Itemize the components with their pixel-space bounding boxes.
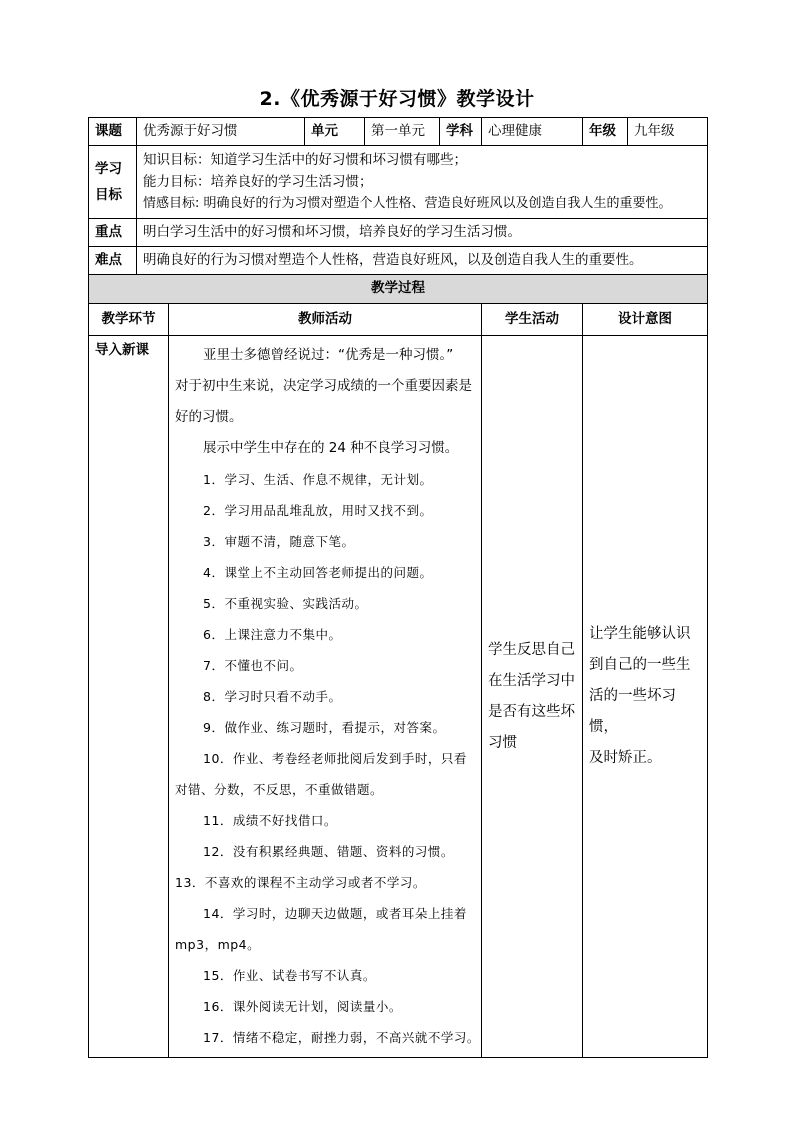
difficulty-row (89, 247, 708, 275)
grade-label: 年级 (583, 118, 628, 146)
unit-value: 第一单元 (365, 118, 440, 146)
student-activity-line: 在生活学习中 (488, 672, 575, 689)
habit-item: 8．学习时只看不动手。 (203, 689, 342, 704)
ability-goal: 能力目标：培养良好的学习生活习惯； (143, 174, 373, 190)
habit-item: 1．学习、生活、作息不规律，无计划。 (203, 472, 433, 487)
design-intent-line: 到自己的一些生 (589, 657, 691, 673)
habit-item: 13．不喜欢的课程不主动学习或者不学习。 (175, 875, 426, 890)
intro-line-3: 好的习惯。 (175, 409, 243, 425)
intro-line-2: 对于初中生来说，决定学习成绩的一个重要因素是 (175, 378, 472, 394)
habit-item: 7．不懂也不问。 (203, 658, 303, 673)
header-teacher: 教师活动 (169, 304, 482, 336)
habit-item-14-line1: 14．学习时，边聊天边做题，或者耳朵上挂着 (203, 906, 467, 921)
intro-line-1: 亚里士多德曾经说过：“优秀是一种习惯。” (203, 347, 454, 363)
teacher-activity (169, 336, 482, 1058)
student-activity (482, 336, 583, 1058)
design-intent-line: 活的一些坏习惯， (589, 688, 676, 735)
habit-item: 2．学习用品乱堆乱放，用时又找不到。 (203, 503, 433, 518)
student-activity-line: 是否有这些坏 (488, 703, 575, 720)
design-intent-line: 让学生能够认识 (589, 626, 691, 642)
intro-row (89, 336, 708, 1058)
habit-item: 16．课外阅读无计划，阅读量小。 (203, 999, 402, 1014)
habit-item-10-line1: 10．作业、考卷经老师批阅后发到手时，只看 (203, 751, 467, 766)
habit-item: 6．上课注意力不集中。 (203, 627, 342, 642)
header-stage: 教学环节 (89, 304, 169, 336)
habit-item: 11．成绩不好找借口。 (203, 813, 337, 828)
difficulty-text: 明确良好的行为习惯对塑造个人性格，营造良好班风，以及创造自我人生的重要性。 (137, 247, 708, 275)
student-activity-line: 习惯 (488, 734, 517, 751)
habit-item: 17．情绪不稳定，耐挫力弱，不高兴就不学习。 (203, 1030, 480, 1045)
student-activity-line: 学生反思自己 (488, 641, 575, 658)
info-row (89, 118, 708, 146)
habit-item: 3．审题不清，随意下笔。 (203, 534, 355, 549)
grade-value: 九年级 (628, 118, 708, 146)
header-student: 学生活动 (482, 304, 583, 336)
key-point-row (89, 219, 708, 247)
show-line: 展示中学生中存在的 24 种不良学习习惯。 (203, 440, 459, 456)
lesson-plan-table (88, 117, 708, 1058)
habit-item: 9．做作业、练习题时，看提示，对答案。 (203, 720, 446, 735)
subject-value: 心理健康 (482, 118, 583, 146)
goals-row (89, 146, 708, 219)
goals-label (89, 146, 137, 219)
design-intent-line: 及时矫正。 (589, 750, 662, 766)
goals-label-line1: 学习 (95, 161, 122, 177)
subject-label: 学科 (440, 118, 482, 146)
unit-label: 单元 (305, 118, 365, 146)
habit-item-10-line2: 对错、分数，不反思，不重做错题。 (175, 782, 384, 797)
habit-item: 15．作业、试卷书写不认真。 (203, 968, 376, 983)
habit-item: 12．没有积累经典题、错题、资料的习惯。 (203, 844, 454, 859)
process-band (89, 275, 708, 304)
header-intent: 设计意图 (583, 304, 708, 336)
process-title: 教学过程 (89, 275, 708, 304)
habit-item: 5．不重视实验、实践活动。 (203, 596, 368, 611)
goals-content (137, 146, 708, 219)
stage-cell: 导入新课 (89, 336, 169, 1058)
topic-value: 优秀源于好习惯 (137, 118, 305, 146)
document-title: 2.《优秀源于好习惯》教学设计 (259, 88, 535, 110)
difficulty-label: 难点 (89, 247, 137, 275)
design-intent (583, 336, 708, 1058)
habit-item-14-line2: mp3，mp4。 (175, 937, 261, 952)
goals-label-line2: 目标 (95, 187, 122, 203)
knowledge-goal: 知识目标：知道学习生活中的好习惯和坏习惯有哪些； (143, 152, 467, 168)
emotion-goal: 情感目标: 明确良好的行为习惯对塑造个人性格、营造良好班风以及创造自我人生的重要性。 (143, 196, 672, 211)
habit-item: 4．课堂上不主动回答老师提出的问题。 (203, 565, 433, 580)
topic-label: 课题 (89, 118, 137, 146)
key-point-text: 明白学习生活中的好习惯和坏习惯，培养良好的学习生活习惯。 (137, 219, 708, 247)
process-header-row (89, 304, 708, 336)
key-point-label: 重点 (89, 219, 137, 247)
